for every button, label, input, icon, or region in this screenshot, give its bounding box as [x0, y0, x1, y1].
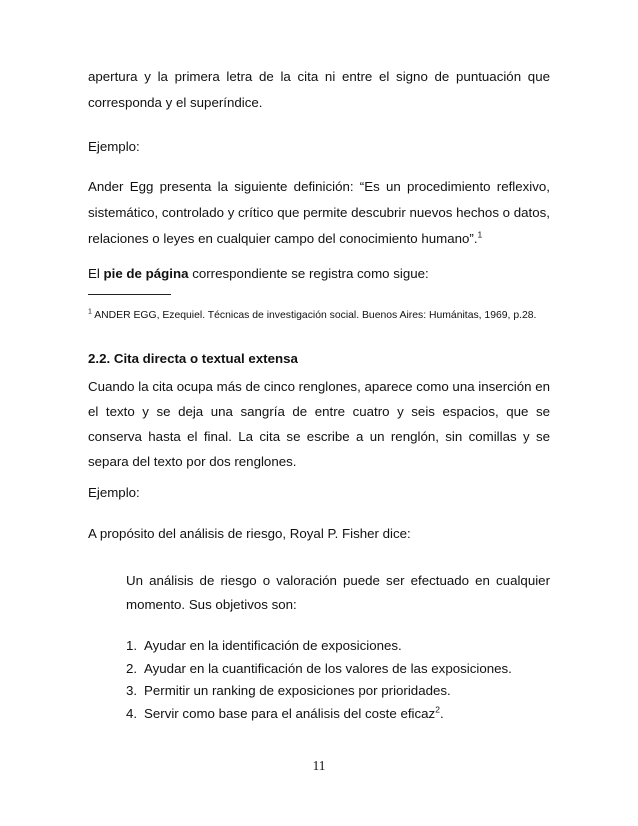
list-item-number: 3. — [126, 683, 138, 698]
footnote-divider — [88, 294, 171, 295]
paragraph-extensa: Cuando la cita ocupa más de cinco renglones, aparece como una inserción en el texto y se deja una sangría de entre cuatro y seis espacios, que se conserva hasta el final. La cita se escribe a un renglón, sin comillas y se separa del texto por dos renglones. — [88, 379, 550, 469]
list-item — [126, 658, 556, 681]
page-number: 11 — [312, 758, 326, 773]
footnote-reference-1: 1 — [477, 229, 483, 240]
example-label-2: Ejemplo: — [88, 485, 140, 500]
objectives-list — [126, 635, 556, 725]
list-item-text: Servir como base para el análisis del coste eficaz — [144, 705, 436, 721]
paragraph-ander-egg — [88, 174, 550, 252]
list-item-number: 1. — [126, 638, 138, 653]
paragraph-footer-intro — [88, 261, 550, 287]
footnote-text: ANDER EGG, Ezequiel. Técnicas de investigación social. Buenos Aires: Humánitas, 1969, p.28. — [91, 310, 537, 321]
list-item-number: 4. — [126, 705, 138, 721]
list-item-end: . — [439, 705, 444, 721]
footer-intro-bold: pie de página — [103, 266, 189, 281]
footnote-number: 1 — [88, 308, 92, 316]
footer-intro-pre: El — [88, 266, 104, 281]
list-item-text: Ayudar en la identificación de exposiciones. — [144, 638, 402, 653]
list-item-number: 2. — [126, 660, 138, 676]
footnote — [88, 308, 558, 324]
paragraph-ander-egg-text: Ander Egg presenta la siguiente definición: “Es un procedimiento reflexivo, sistemático, controlado y crítico que permite descubrir nuevos hechos o datos, relaciones o leyes en cualquier campo del conocimiento humano”. — [88, 179, 550, 246]
paragraph-continuation: apertura y la primera letra de la cita ni entre el signo de puntuación que corresponda y el superíndice. — [88, 69, 550, 110]
paragraph-fisher-intro: A propósito del análisis de riesgo, Royal P. Fisher dice: — [88, 526, 411, 541]
section-heading: 2.2. Cita directa o textual extensa — [88, 351, 298, 366]
block-quote: Un análisis de riesgo o valoración puede ser efectuado en cualquier momento. Sus objetivos son: — [126, 573, 550, 612]
footnote-reference-2: 2 — [435, 704, 440, 715]
footer-intro-post: correspondiente se registra como sigue: — [188, 266, 429, 281]
list-item-text: Permitir un ranking de exposiciones por prioridades. — [144, 683, 451, 698]
list-item — [126, 635, 556, 658]
list-item — [126, 680, 556, 703]
list-item — [126, 703, 556, 726]
list-item-text: Ayudar en la cuantificación de los valores de las exposiciones. — [144, 660, 512, 676]
example-label: Ejemplo: — [88, 139, 140, 154]
